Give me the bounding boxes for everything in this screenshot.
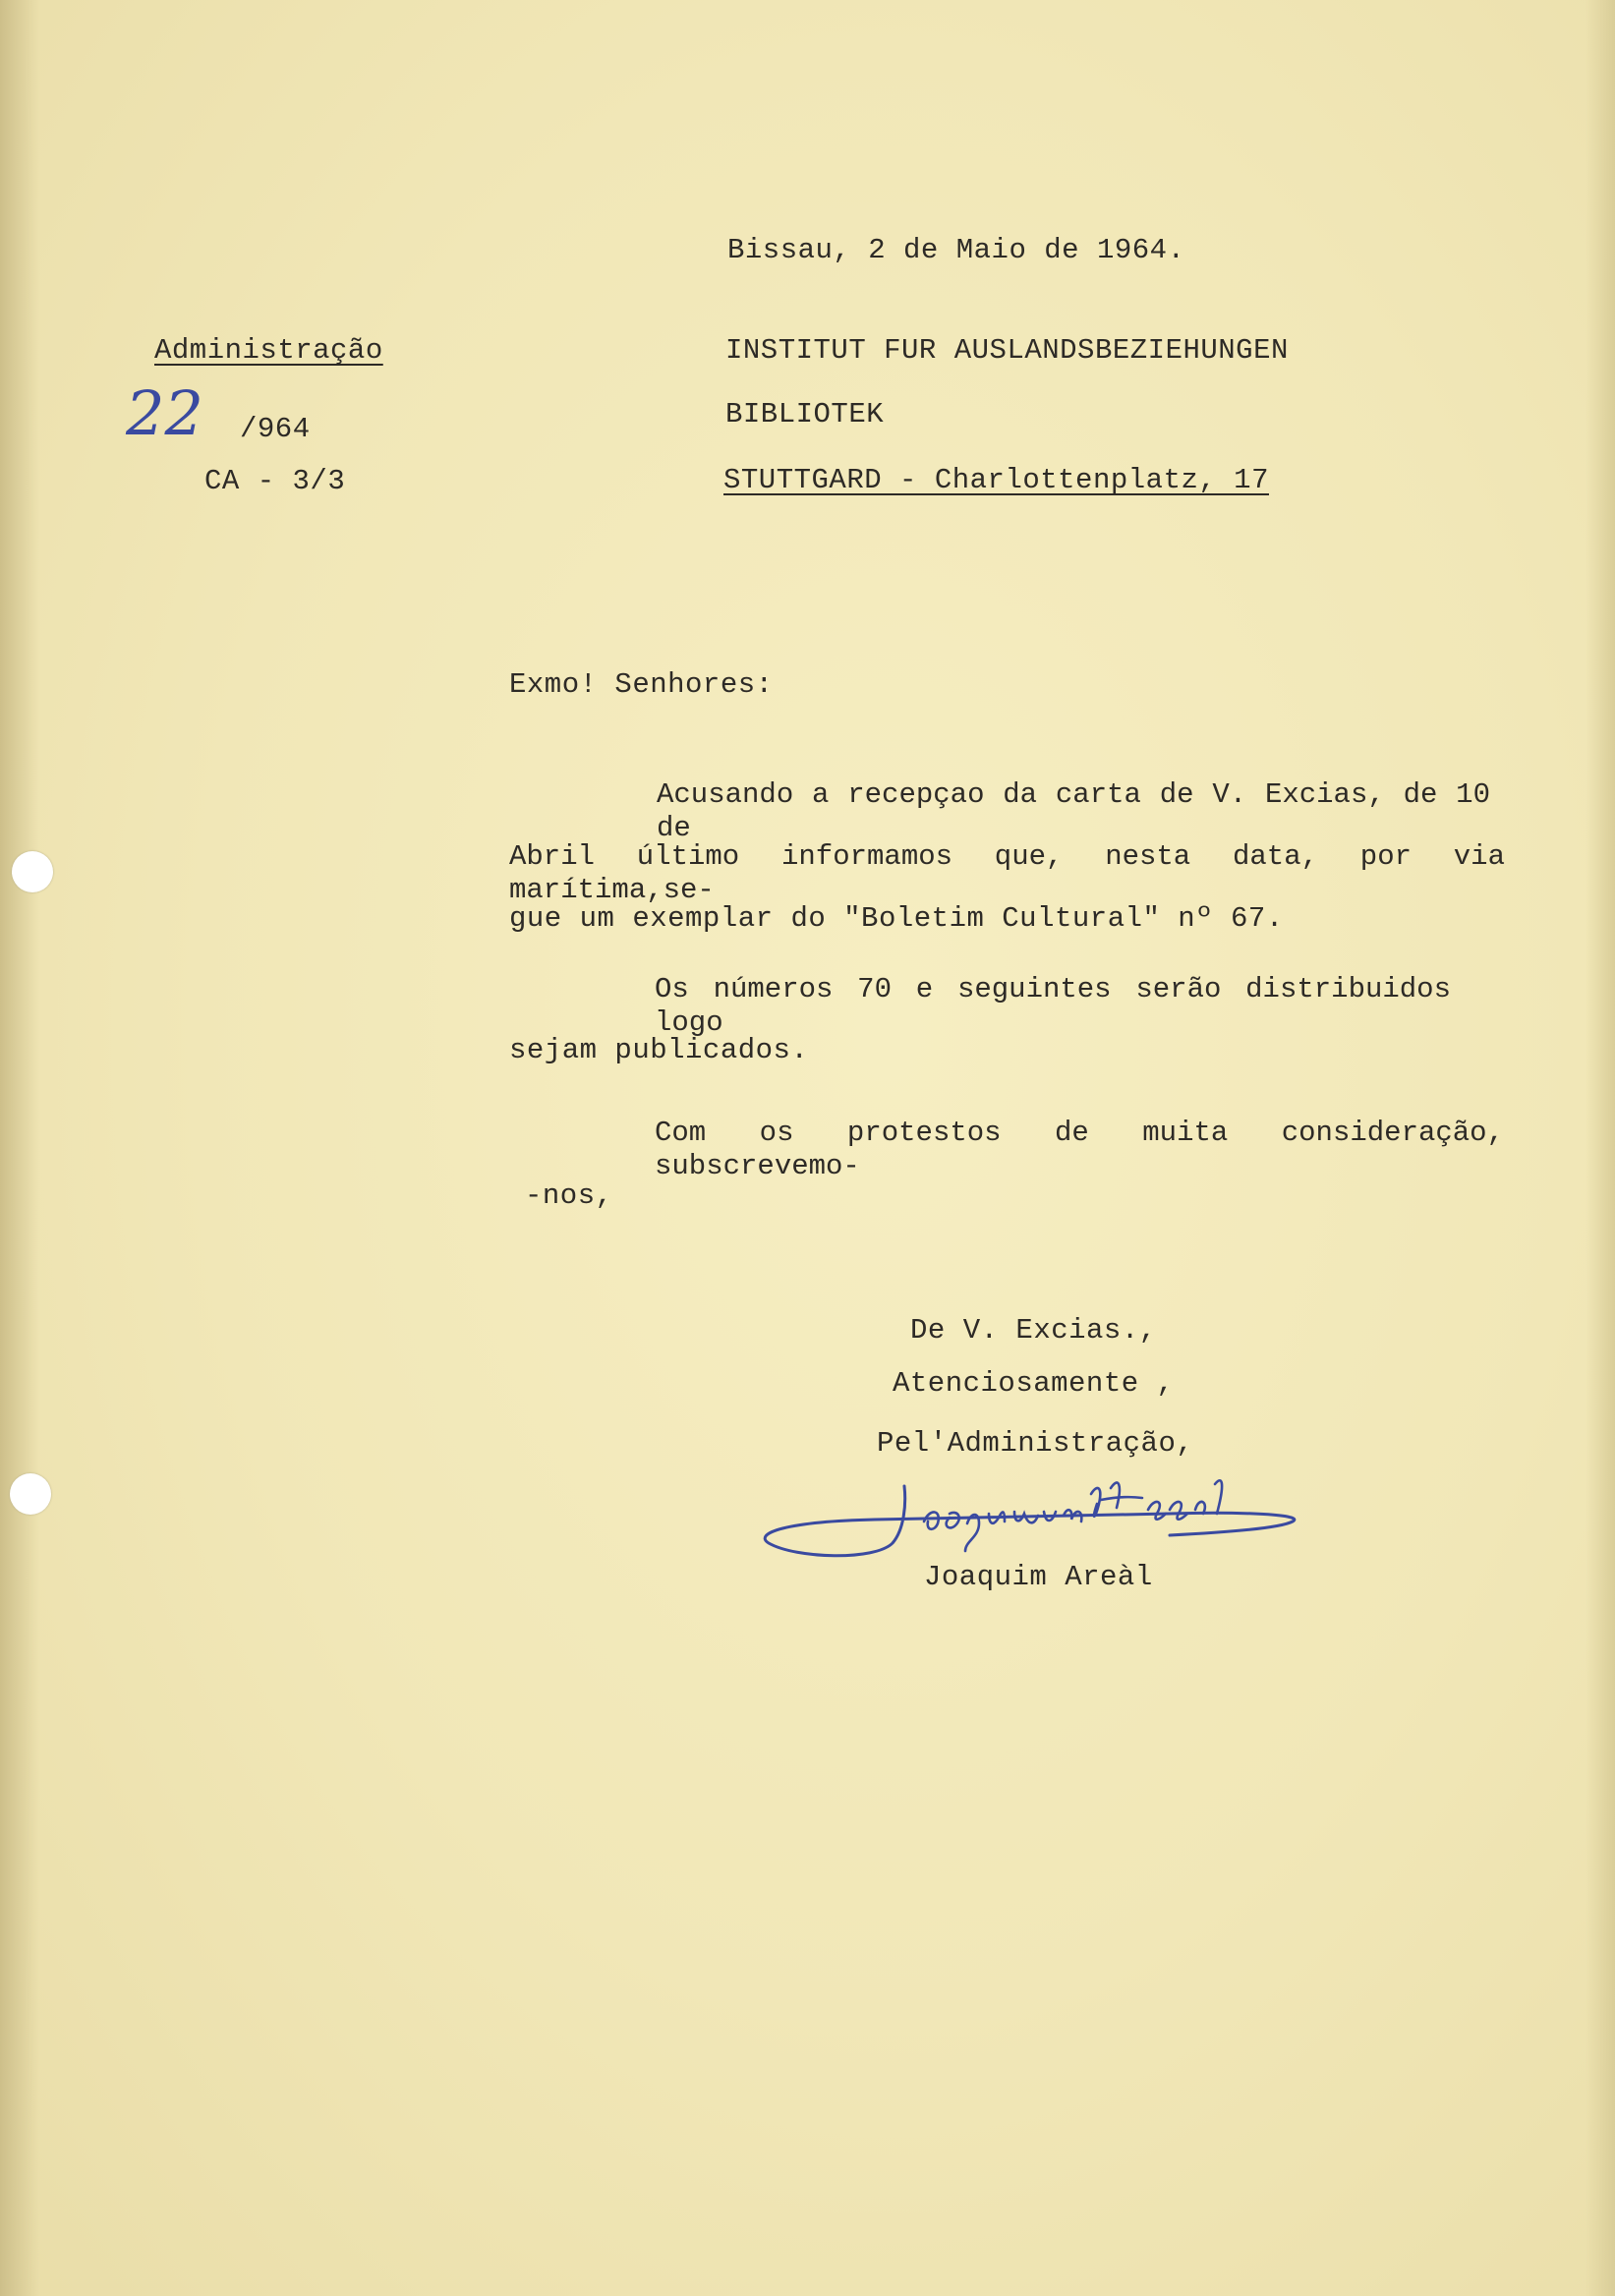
reference-year: /964 xyxy=(240,413,311,445)
closing-line-1: De V. Excias., xyxy=(910,1314,1157,1347)
recipient-line-2: BIBLIOTEK xyxy=(725,398,885,430)
recipient-line-1: INSTITUT FUR AUSLANDSBEZIEHUNGEN xyxy=(725,334,1289,367)
closing-line-3: Pel'Administração, xyxy=(877,1427,1194,1460)
place-date: Bissau, 2 de Maio de 1964. xyxy=(727,234,1185,266)
signatory-name: Joaquim Areàl xyxy=(924,1561,1153,1593)
recipient-line-3: STUTTGARD - Charlottenplatz, 17 xyxy=(723,464,1269,496)
punch-hole-bottom xyxy=(10,1473,51,1515)
sender-department: Administração xyxy=(154,334,383,367)
body-p2-line-1: Os números 70 e seguintes serão distribuidos logo xyxy=(655,973,1451,1039)
salutation: Exmo! Senhores: xyxy=(509,668,774,701)
closing-line-2: Atenciosamente , xyxy=(893,1367,1175,1400)
punch-hole-top xyxy=(12,851,53,892)
reference-code: CA - 3/3 xyxy=(204,465,346,497)
left-edge-shadow xyxy=(0,0,39,2296)
body-p3-line-1: Com os protestos de muita consideração, subscrevemo- xyxy=(655,1117,1504,1182)
body-p2-line-2: sejam publicados. xyxy=(509,1034,809,1066)
signature xyxy=(757,1464,1307,1573)
body-p1-line-3: gue um exemplar do "Boletim Cultural" nº 67. xyxy=(509,902,1284,935)
body-p1-line-2: Abril último informamos que, nesta data, por via marítima,se- xyxy=(509,840,1505,906)
body-p1-line-1: Acusando a recepçao da carta de V. Excias, de 10 de xyxy=(657,778,1490,844)
body-p3-line-2: -nos, xyxy=(525,1179,613,1212)
handwritten-reference-number: 22 xyxy=(126,377,203,449)
right-edge-shadow xyxy=(1586,0,1615,2296)
